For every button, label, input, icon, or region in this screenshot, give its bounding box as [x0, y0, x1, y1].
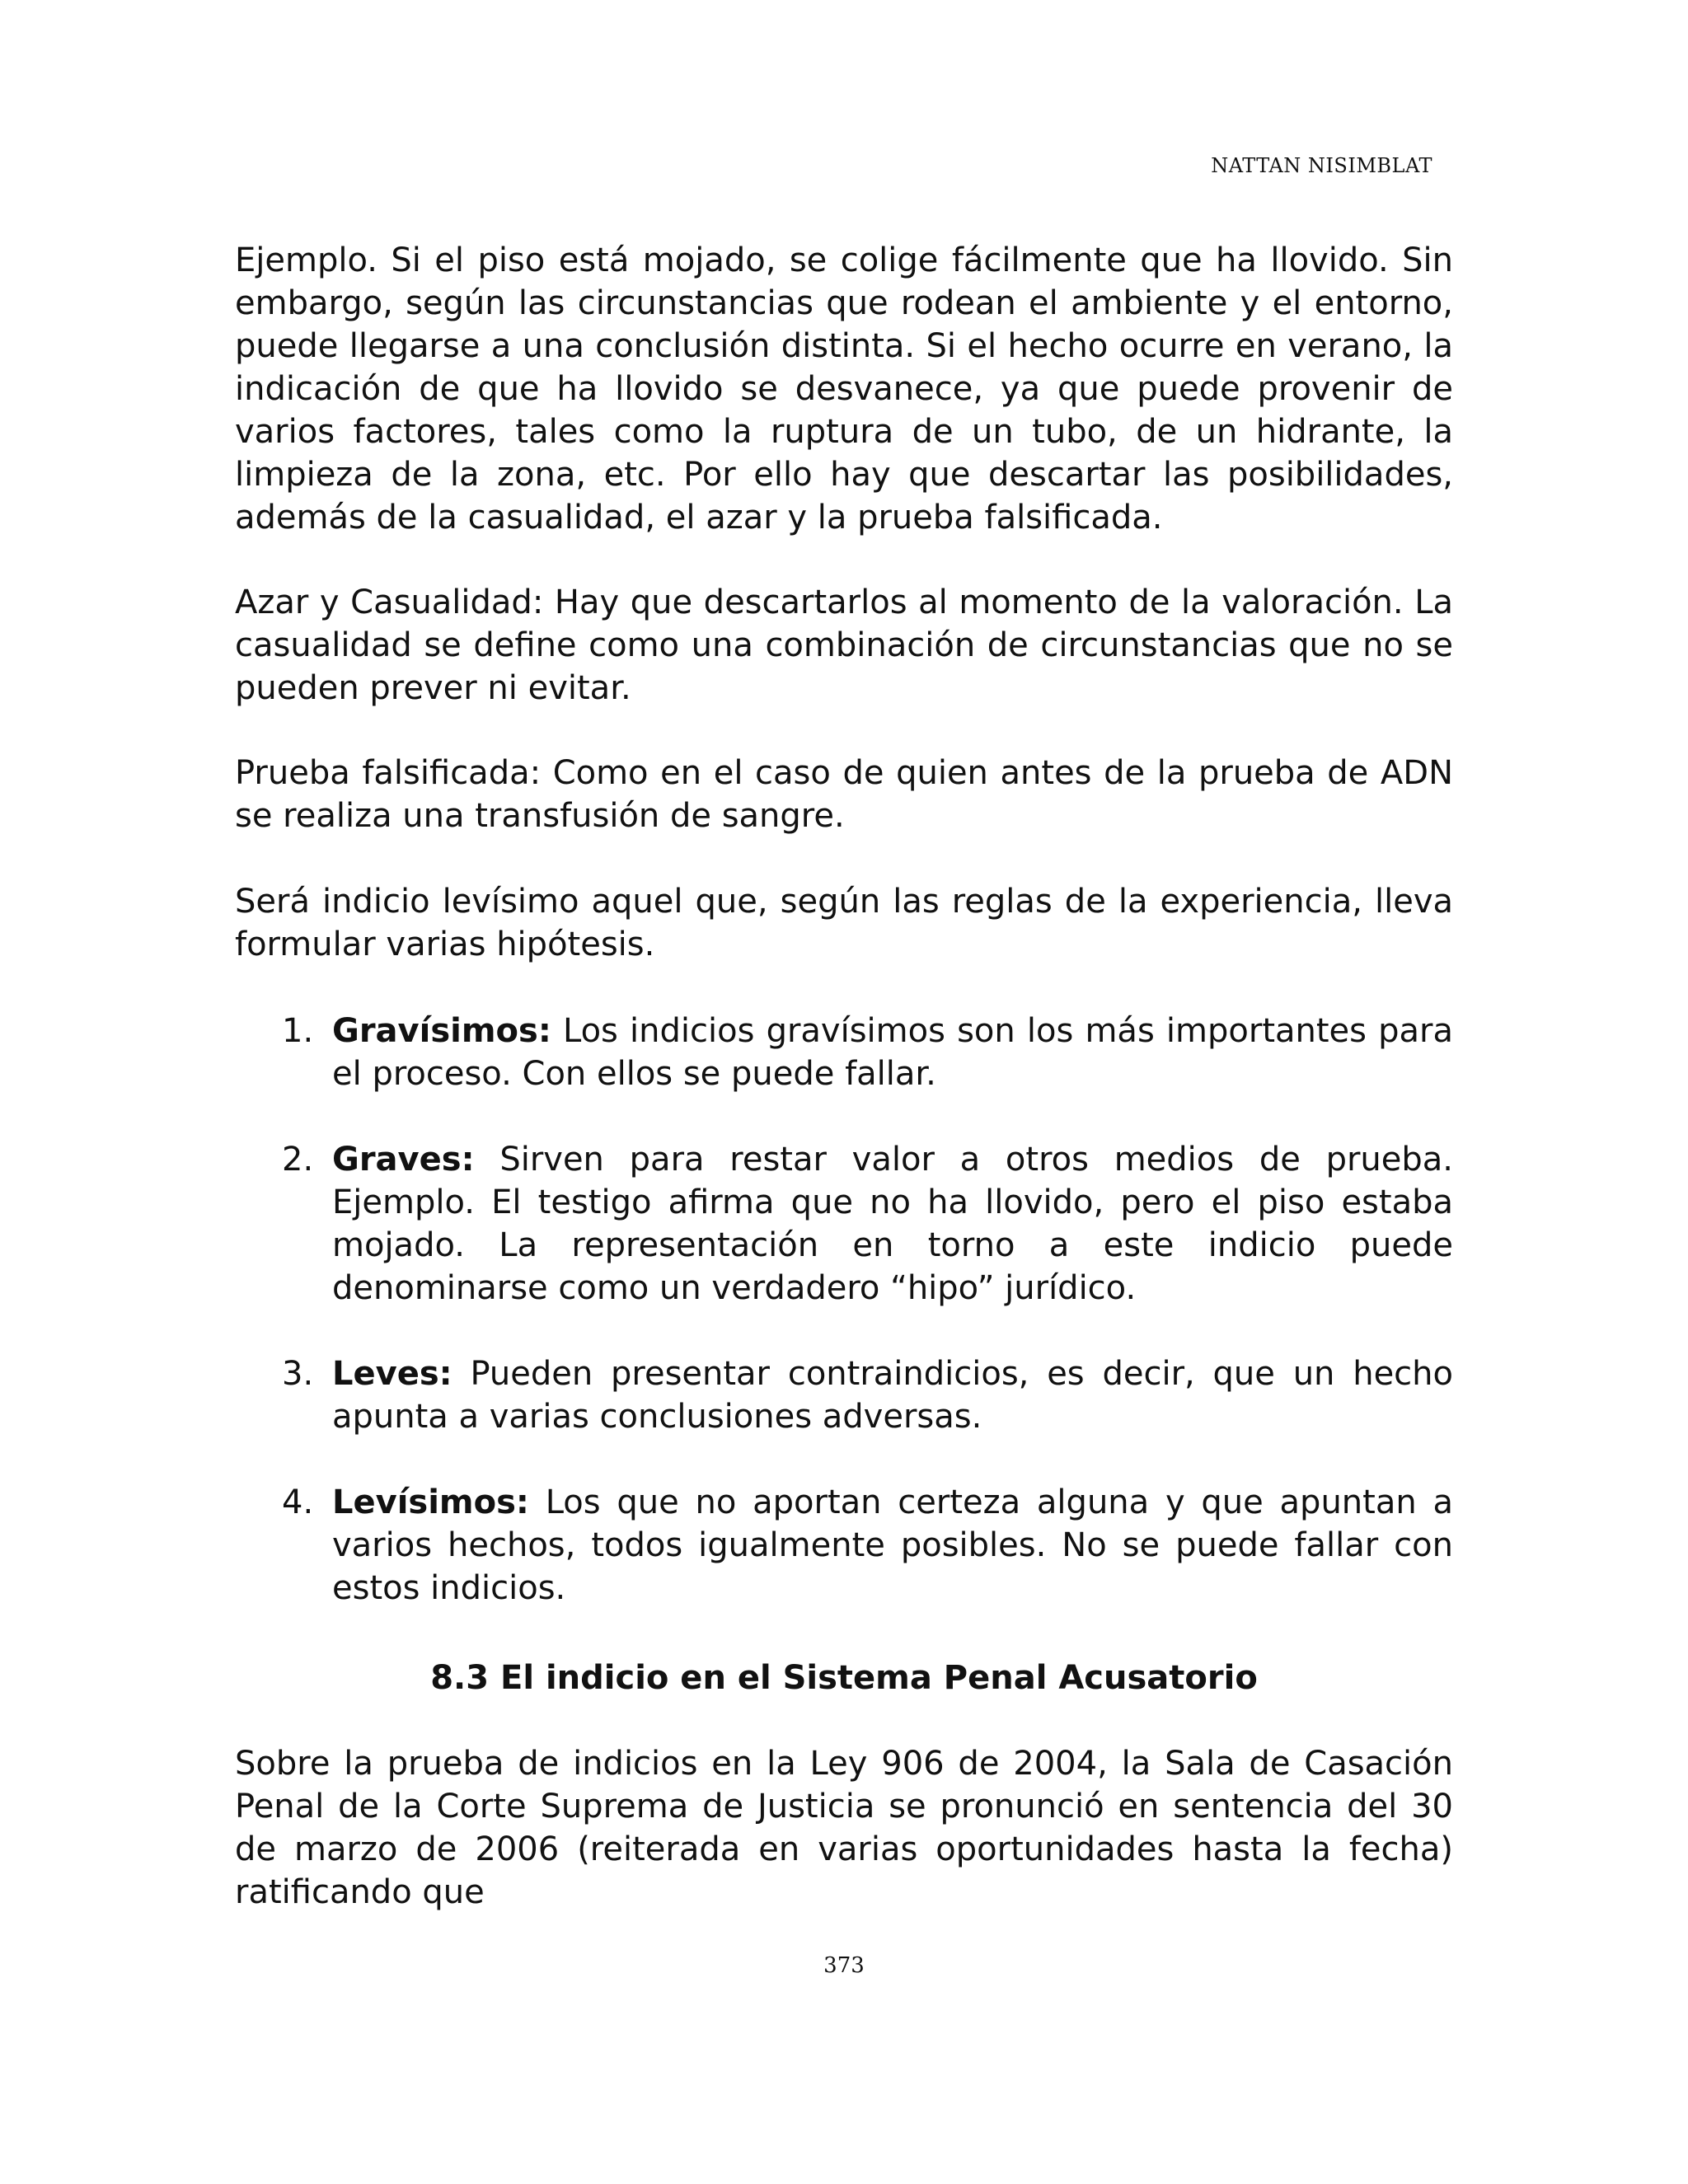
list-item-content [332, 1481, 1453, 1610]
list-item-term: Levísimos: [332, 1483, 529, 1521]
paragraph-prueba-falsificada: Prueba falsificada: Como en el caso de quien antes de la prueba de ADN se realiza una transfusión de sangre. [235, 754, 1453, 835]
list-item-gravisimos [282, 1010, 1453, 1095]
list-item-number: 1. [282, 1012, 314, 1050]
paragraph-example: Ejemplo. Si el piso está mojado, se colige fácilmente que ha llovido. Sin embargo, según las circunstancias que rodean el ambiente y el entorno, puede llegarse a una conclusión distinta. Si el hecho ocurre en verano, la indicación de que ha llovido se desvanece, ya que puede provenir de varios factores, tales como la ruptura de un tubo, de un hidrante, la limpieza de la zona, etc. Por ello hay que descartar las posibilidades, además de la casualidad, el azar y la prueba falsificada. [235, 241, 1453, 537]
list-item-text: Los indicios gravísimos son los más importantes para el proceso. Con ellos se puede fallar. [332, 1012, 1453, 1093]
list-item-term: Leves: [332, 1355, 452, 1393]
list-item-graves [282, 1138, 1453, 1310]
list-item-leves [282, 1352, 1453, 1438]
paragraph-indicio-levisimo: Será indicio levísimo aquel que, según las reglas de la experiencia, lleva formular varias hipótesis. [235, 883, 1453, 963]
page-number: 373 [823, 1953, 865, 1978]
paragraph-ley-906: Sobre la prueba de indicios en la Ley 906 de 2004, la Sala de Casación Penal de la Corte Suprema de Justicia se pronunció en sentencia del 30 de marzo de 2006 (reiterada en varias oportunidades hasta la fecha) ratificando que [235, 1745, 1453, 1911]
running-header-author: NATTAN NISIMBLAT [1211, 154, 1432, 177]
list-item-content [332, 1138, 1453, 1310]
list-item-text: Sirven para restar valor a otros medios de prueba. Ejemplo. El testigo afirma que no ha llovido, pero el piso estaba mojado. La representación en torno a este indicio puede denominarse como un verdadero “hipo” jurídico. [332, 1141, 1454, 1307]
list-item-text: Los que no aportan certeza alguna y que apuntan a varios hechos, todos igualmente posibles. No se puede fallar con estos indicios. [332, 1483, 1453, 1607]
list-item-number: 3. [282, 1355, 314, 1393]
list-item-content [332, 1010, 1453, 1095]
list-item-text: Pueden presentar contraindicios, es decir, que un hecho apunta a varias conclusiones adversas. [332, 1355, 1453, 1436]
list-item-levisimos [282, 1481, 1453, 1610]
paragraph-azar-casualidad: Azar y Casualidad: Hay que descartarlos al momento de la valoración. La casualidad se define como una combinación de circunstancias que no se pueden prever ni evitar. [235, 583, 1453, 707]
list-item-content [332, 1352, 1453, 1438]
list-item-number: 2. [282, 1141, 314, 1179]
list-item-term: Gravísimos: [332, 1012, 551, 1050]
list-item-number: 4. [282, 1483, 314, 1521]
list-item-term: Graves: [332, 1141, 475, 1179]
section-heading: 8.3 El indicio en el Sistema Penal Acusatorio [430, 1659, 1258, 1697]
